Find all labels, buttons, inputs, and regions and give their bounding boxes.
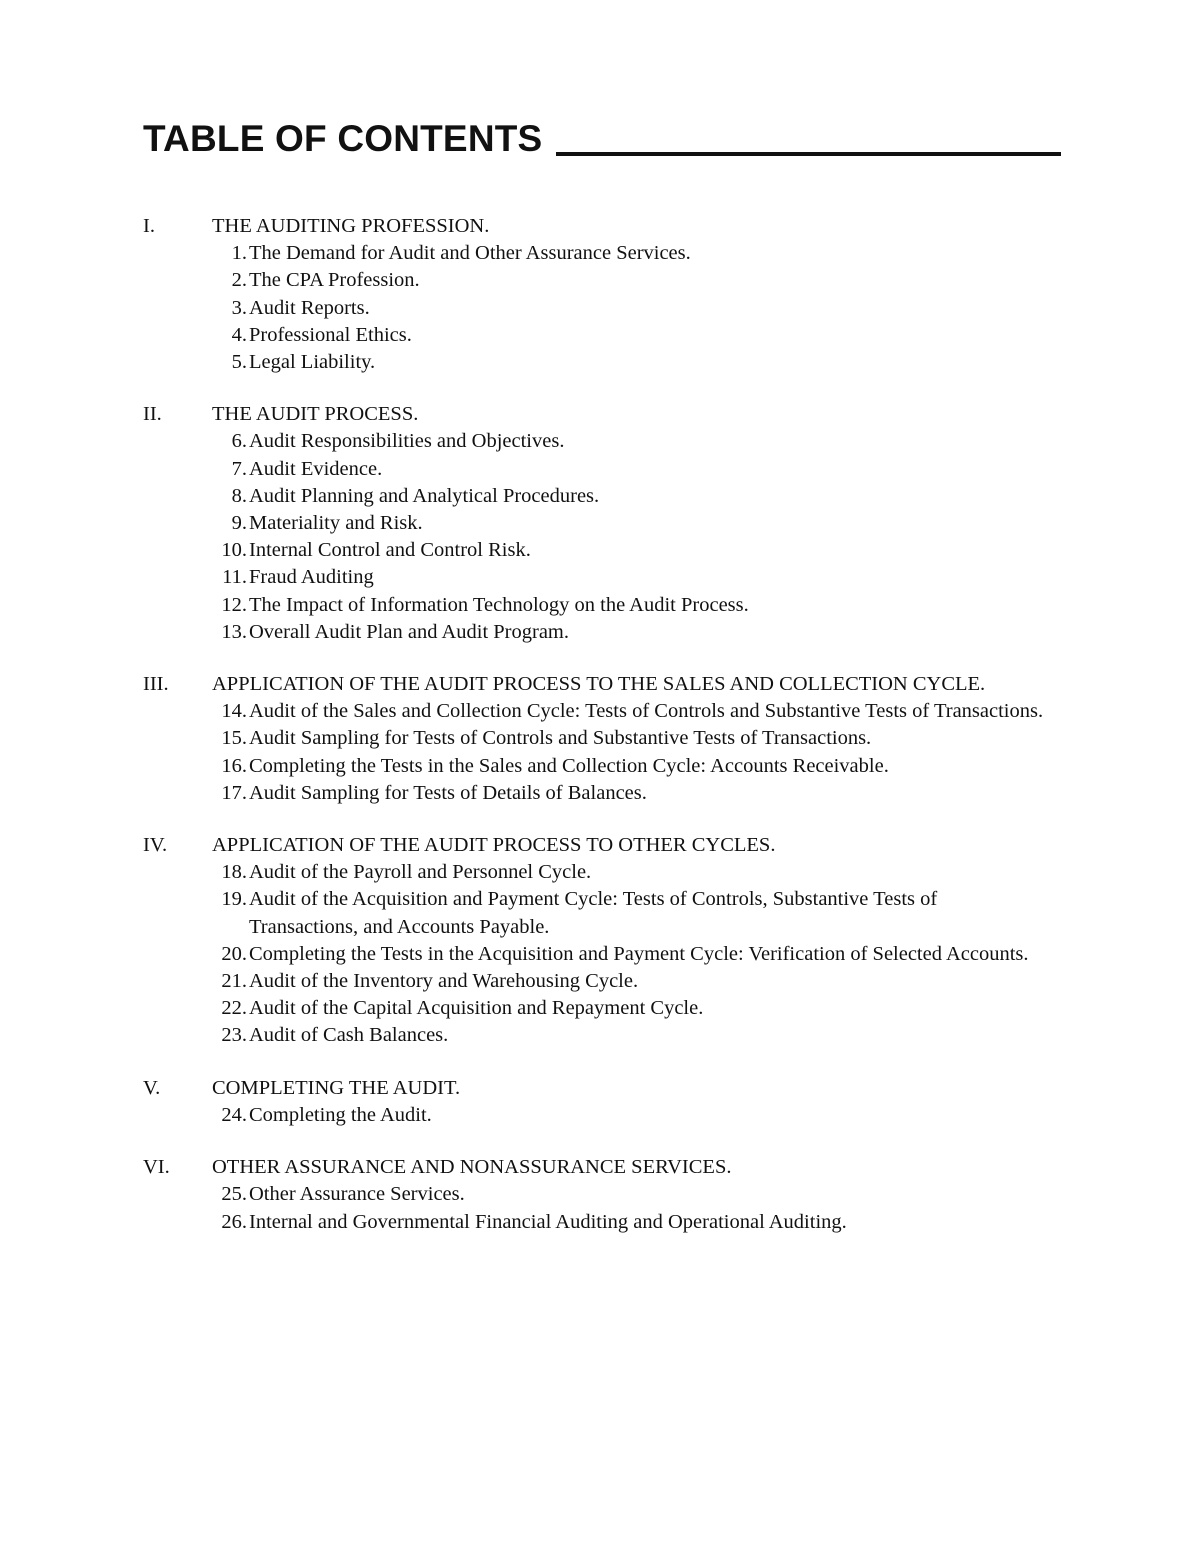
chapter-number: 2. bbox=[231, 269, 247, 292]
section-numeral: II. bbox=[143, 403, 162, 426]
chapter-item bbox=[143, 295, 1063, 322]
toc-section-6 bbox=[143, 1154, 1063, 1236]
section-heading bbox=[143, 1075, 1063, 1102]
section-title: THE AUDITING PROFESSION. bbox=[212, 215, 490, 237]
section-title: OTHER ASSURANCE AND NONASSURANCE SERVICES. bbox=[212, 1156, 732, 1179]
chapter-item bbox=[143, 537, 1063, 564]
chapter-item bbox=[143, 886, 1063, 940]
toc-section-1 bbox=[143, 213, 1063, 376]
chapter-title: Audit of the Sales and Collection Cycle: Tests of Controls and Substantive Tests of Transactions. bbox=[249, 700, 1044, 723]
chapter-title: The Impact of Information Technology on the Audit Process. bbox=[249, 593, 749, 616]
toc-section-2 bbox=[143, 401, 1063, 646]
chapter-title: Audit of the Acquisition and Payment Cycle: Tests of Controls, Substantive Tests of Transactions, and Accounts Payable. bbox=[249, 888, 938, 938]
section-numeral: V. bbox=[143, 1076, 161, 1099]
chapter-item bbox=[143, 240, 1063, 267]
section-heading bbox=[143, 213, 1063, 240]
chapter-item bbox=[143, 725, 1063, 752]
chapter-item bbox=[143, 592, 1063, 619]
section-numeral: III. bbox=[143, 673, 169, 696]
chapter-number: 16. bbox=[221, 754, 247, 777]
chapter-item bbox=[143, 619, 1063, 646]
chapter-title: Legal Liability. bbox=[249, 351, 376, 374]
chapter-item bbox=[143, 968, 1063, 995]
chapter-title: Professional Ethics. bbox=[249, 323, 412, 346]
chapter-number: 8. bbox=[231, 484, 247, 507]
chapter-item bbox=[143, 941, 1063, 968]
section-title: APPLICATION OF THE AUDIT PROCESS TO THE SALES AND COLLECTION CYCLE. bbox=[212, 673, 986, 696]
section-numeral: IV. bbox=[143, 834, 168, 857]
chapter-item bbox=[143, 428, 1063, 455]
chapter-number: 14. bbox=[221, 700, 247, 723]
chapter-item bbox=[143, 456, 1063, 483]
chapter-number: 12. bbox=[221, 593, 247, 616]
page-title: TABLE OF CONTENTS bbox=[143, 118, 543, 159]
chapter-item bbox=[143, 510, 1063, 537]
section-heading bbox=[143, 401, 1063, 428]
chapter-title: The CPA Profession. bbox=[249, 269, 420, 292]
section-heading bbox=[143, 1154, 1063, 1181]
chapter-item bbox=[143, 995, 1063, 1022]
chapter-number: 5. bbox=[231, 351, 247, 374]
chapter-title: The Demand for Audit and Other Assurance Services. bbox=[249, 242, 691, 265]
chapter-title: Audit Sampling for Tests of Details of Balances. bbox=[249, 781, 647, 804]
chapter-number: 3. bbox=[231, 296, 247, 319]
section-numeral: VI. bbox=[143, 1156, 170, 1179]
chapter-list bbox=[143, 1102, 1063, 1129]
chapter-item bbox=[143, 753, 1063, 780]
chapter-number: 20. bbox=[221, 942, 247, 965]
chapter-number: 18. bbox=[221, 861, 247, 884]
chapter-number: 22. bbox=[221, 997, 247, 1020]
toc-section-5 bbox=[143, 1075, 1063, 1129]
chapter-title: Audit of the Capital Acquisition and Repayment Cycle. bbox=[249, 997, 704, 1020]
chapter-title: Audit of Cash Balances. bbox=[249, 1024, 449, 1047]
chapter-item bbox=[143, 1209, 1063, 1236]
chapter-number: 26. bbox=[221, 1210, 247, 1233]
chapter-title: Audit Planning and Analytical Procedures. bbox=[249, 484, 600, 507]
section-title: THE AUDIT PROCESS. bbox=[212, 403, 419, 426]
chapter-title: Audit of the Inventory and Warehousing Cycle. bbox=[249, 970, 639, 993]
chapter-title: Audit Evidence. bbox=[249, 457, 383, 480]
chapter-number: 10. bbox=[221, 539, 247, 562]
chapter-item bbox=[143, 1022, 1063, 1049]
chapter-title: Internal Control and Control Risk. bbox=[249, 539, 531, 562]
chapter-title: Completing the Tests in the Acquisition and Payment Cycle: Verification of Selected Accounts. bbox=[249, 942, 1029, 965]
title-underline-rule bbox=[556, 152, 1061, 156]
chapter-title: Overall Audit Plan and Audit Program. bbox=[249, 620, 569, 643]
section-heading bbox=[143, 671, 1063, 698]
chapter-number: 24. bbox=[221, 1103, 247, 1126]
chapter-item bbox=[143, 483, 1063, 510]
chapter-list bbox=[143, 1181, 1063, 1235]
toc-section-3 bbox=[143, 671, 1063, 807]
chapter-title: Completing the Audit. bbox=[249, 1103, 432, 1126]
chapter-number: 7. bbox=[231, 457, 247, 480]
chapter-title: Completing the Tests in the Sales and Collection Cycle: Accounts Receivable. bbox=[249, 754, 889, 777]
chapter-list bbox=[143, 428, 1063, 646]
chapter-item bbox=[143, 564, 1063, 591]
chapter-item bbox=[143, 780, 1063, 807]
chapter-title: Audit Sampling for Tests of Controls and Substantive Tests of Transactions. bbox=[249, 727, 872, 750]
chapter-title: Internal and Governmental Financial Auditing and Operational Auditing. bbox=[249, 1210, 847, 1233]
section-title: APPLICATION OF THE AUDIT PROCESS TO OTHER CYCLES. bbox=[212, 834, 776, 857]
section-heading bbox=[143, 832, 1063, 859]
toc-section-4 bbox=[143, 832, 1063, 1050]
chapter-item bbox=[143, 698, 1063, 725]
title-row bbox=[143, 112, 1061, 162]
table-of-contents bbox=[143, 213, 1063, 1261]
section-title: COMPLETING THE AUDIT. bbox=[212, 1076, 461, 1099]
chapter-list bbox=[143, 859, 1063, 1049]
chapter-item bbox=[143, 859, 1063, 886]
chapter-number: 13. bbox=[221, 620, 247, 643]
chapter-number: 9. bbox=[231, 512, 247, 535]
chapter-item bbox=[143, 322, 1063, 349]
chapter-number: 21. bbox=[221, 970, 247, 993]
chapter-number: 17. bbox=[221, 781, 247, 804]
chapter-item bbox=[143, 349, 1063, 376]
chapter-number: 25. bbox=[221, 1183, 247, 1206]
chapter-title: Audit of the Payroll and Personnel Cycle. bbox=[249, 861, 592, 884]
chapter-list bbox=[143, 698, 1063, 807]
chapter-item bbox=[143, 1181, 1063, 1208]
chapter-number: 19. bbox=[221, 888, 247, 911]
chapter-number: 6. bbox=[231, 430, 247, 453]
chapter-number: 1. bbox=[231, 242, 247, 265]
chapter-title: Audit Responsibilities and Objectives. bbox=[249, 430, 565, 453]
chapter-number: 15. bbox=[221, 727, 247, 750]
chapter-number: 4. bbox=[231, 323, 247, 346]
chapter-item bbox=[143, 1102, 1063, 1129]
chapter-item bbox=[143, 267, 1063, 294]
chapter-title: Materiality and Risk. bbox=[249, 512, 423, 535]
section-numeral: I. bbox=[143, 215, 155, 237]
chapter-number: 11. bbox=[222, 566, 247, 589]
chapter-list bbox=[143, 240, 1063, 376]
chapter-title: Other Assurance Services. bbox=[249, 1183, 465, 1206]
chapter-title: Audit Reports. bbox=[249, 296, 370, 319]
chapter-number: 23. bbox=[221, 1024, 247, 1047]
chapter-title: Fraud Auditing bbox=[249, 566, 374, 589]
